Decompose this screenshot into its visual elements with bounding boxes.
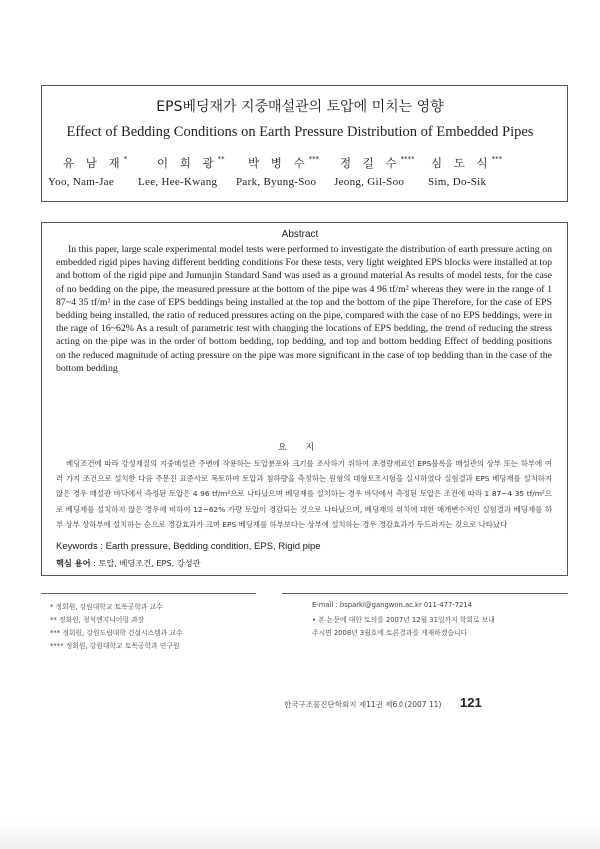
author-1-en: Yoo, Nam-Jae — [48, 176, 115, 188]
author-5-en: Sim, Do-Sik — [428, 176, 487, 188]
author-2-en: Lee, Hee-Kwang — [138, 176, 218, 188]
abstract-text — [56, 243, 552, 375]
author-3-en: Park, Byung-Soo — [236, 176, 317, 188]
scan-shadow — [0, 820, 600, 849]
yoji-heading: 요 지 — [277, 443, 323, 453]
keywords-ko-value: 토압, 베딩조건, EPS, 강성관 — [98, 558, 201, 568]
keywords-label: Keywords — [56, 541, 98, 552]
author-5-ko: 심 도 식*** — [431, 155, 503, 170]
english-title: Effect of Bedding Conditions on Earth Pressure Distribution of Embedded Pipes — [66, 124, 534, 140]
footnote-4: **** 정회원, 강원대학교 토목공학과 연구원 — [50, 642, 180, 650]
footnote-rule-right — [282, 593, 568, 594]
footnote-discussion-2: 주시면 2008년 3월호에 토론결과를 게재하겠습니다 — [312, 629, 468, 637]
korean-title: EPS베딩재가 지중매설관의 토압에 미치는 영향 — [156, 99, 444, 115]
footnote-3: *** 정회원, 강원도립대학 건설시스템과 교수 — [50, 629, 183, 637]
author-2-ko: 이 희 광** — [157, 155, 225, 170]
footnote-rule-left — [41, 593, 256, 594]
keywords-en: Keywords : Earth pressure, Bedding condition, EPS, Rigid pipe — [56, 541, 321, 552]
yoji-text — [56, 456, 552, 532]
footnote-email: E-mail : bsparkl@gangwon.ac.kr 011-477-7214 — [312, 601, 473, 609]
author-3-ko: 박 병 수*** — [248, 155, 320, 170]
page-number: 121 — [460, 695, 482, 710]
footnote-discussion-1: • 본 논문에 대한 토의를 2007년 12월 31일까지 학회로 보내 — [312, 616, 495, 624]
journal-footer: 한국구조물진단학회지 제11권 제6호(2007 11) — [284, 700, 442, 709]
yoji-paragraph: 베딩조건에 따라 강성재질의 지중매설관 주변에 작용하는 토압분포와 크기를 조사하기 위하여 초경량재료인 EPS블록을 매설관의 상부 또는 하부에 여러 가지 조건으로 설치한 다음 주문진 표준사로 복토하여 토압과 침하량을 측정하는 원형의 대형토조시험을 실시하였다 실험결과 EPS 베딩재를 설치하지 않은 경우 매설관 바닥에서 측정된 토압은 4 96 tf/m²으로 나타났으며 베딩재를 설치하는 경우 바닥에서 측정된 토압은 조건에 따라 1 87~4 35 tf/m²으로 베딩재를 설치하지 않은 경우에 비하여 12~62% 가량 토압이 경감되는 것으로 나타났으며, 베딩재의 위치에 대한 매개변수적인 실험결과 베딩재를 하부 상부 상하부에 설치하는 순으로 경감효과가 크며 EPS 베딩재를 하부보다는 상부에 설치하는 경우 경감효과가 두드러지는 것으로 나타났다 — [56, 459, 552, 529]
keywords-ko: 핵심 용어 : 토압, 베딩조건, EPS, 강성관 — [56, 558, 201, 568]
abstract-heading: Abstract — [281, 229, 319, 240]
author-4-en: Jeong, Gil-Soo — [334, 176, 405, 188]
author-4-ko: 정 길 수**** — [340, 155, 415, 170]
author-1-ko: 유 남 재* — [63, 155, 128, 170]
footnote-2: ** 정회원, 청석엔지니어링 과장 — [50, 616, 145, 624]
abstract-paragraph: In this paper, large scale experimental model tests were performed to investigate the distribution of earth pressure acting on embedded rigid pipes having different bedding conditions For these tests, very light weighted EPS blocks were installed at top and bottom of the rigid pipe and Jumunjin Standard Sand was used as a ground material As results of model tests, for the case of no bedding on the pipe, the measured pressure at the bottom of the pipe was 4 96 tf/m² whereas they were in the range of 1 87~4 35 tf/m² in the case of EPS beddings being installed at the top and the bottom of the pipe Therefore, for the case of EPS bedding being installed, the ratio of reduced pressures acting on the pipe, compared with the case of no EPS beddings, were in the rage of 16~62% As a result of parametric test with changing the locations of EPS bedding, the trend of reducing the stress acting on the pipe was in the order of bottom bedding, top bedding, and top and bottom bedding Effect of bedding positions on the reduced magnitude of acting pressure on the pipe was more significant in the case of top bedding than in the case of the bottom bedding — [56, 244, 552, 374]
keywords-value: Earth pressure, Bedding condition, EPS, Rigid pipe — [105, 541, 321, 552]
keywords-ko-label: 핵심 용어 — [56, 558, 91, 568]
footnote-1: * 정회원, 강원대학교 토목공학과 교수 — [50, 603, 163, 611]
